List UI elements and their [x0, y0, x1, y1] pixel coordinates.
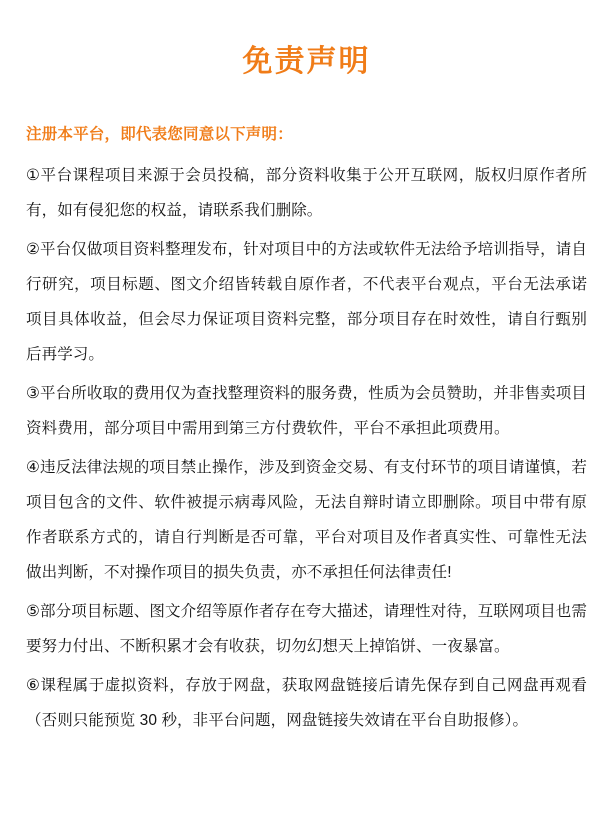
- clause-paragraph: ④违反法律法规的项目禁止操作，涉及到资金交易、有支付环节的项目请谨慎，若项目包含的文件、软件被提示病毒风险，无法自辩时请立即删除。项目中带有原作者联系方式的，请自行判断是否可靠，平台对项目及作者真实性、可靠性无法做出判断，不对操作项目的损失负责，亦不承担任何法律责任!: [26, 459, 587, 581]
- lead-statement: 注册本平台，即代表您同意以下声明：: [26, 126, 293, 143]
- page-title: 免责声明: [242, 45, 371, 78]
- clause-paragraph: ①平台课程项目来源于会员投稿，部分资料收集于公开互联网，版权归原作者所有，如有侵犯您的权益，请联系我们删除。: [26, 167, 587, 219]
- clause-paragraph: ⑥课程属于虚拟资料，存放于网盘，获取网盘链接后请先保存到自己网盘再观看（否则只能预览 30 秒，非平台问题，网盘链接失效请在平台自助报修）。: [26, 677, 587, 729]
- clause-paragraph: ⑤部分项目标题、图文介绍等原作者存在夸大描述，请理性对待，互联网项目也需要努力付出、不断积累才会有收获，切勿幻想天上掉馅饼、一夜暴富。: [26, 603, 587, 655]
- clause-paragraph: ②平台仅做项目资料整理发布，针对项目中的方法或软件无法给予培训指导，请自行研究，项目标题、图文介绍皆转载自原作者，不代表平台观点，平台无法承诺项目具体收益，但会尽力保证项目资料完整，部分项目存在时效性，请自行甄别后再学习。: [26, 241, 587, 363]
- clause-paragraph: ③平台所收取的费用仅为查找整理资料的服务费，性质为会员赞助，并非售卖项目资料费用，部分项目中需用到第三方付费软件，平台不承担此项费用。: [26, 385, 587, 437]
